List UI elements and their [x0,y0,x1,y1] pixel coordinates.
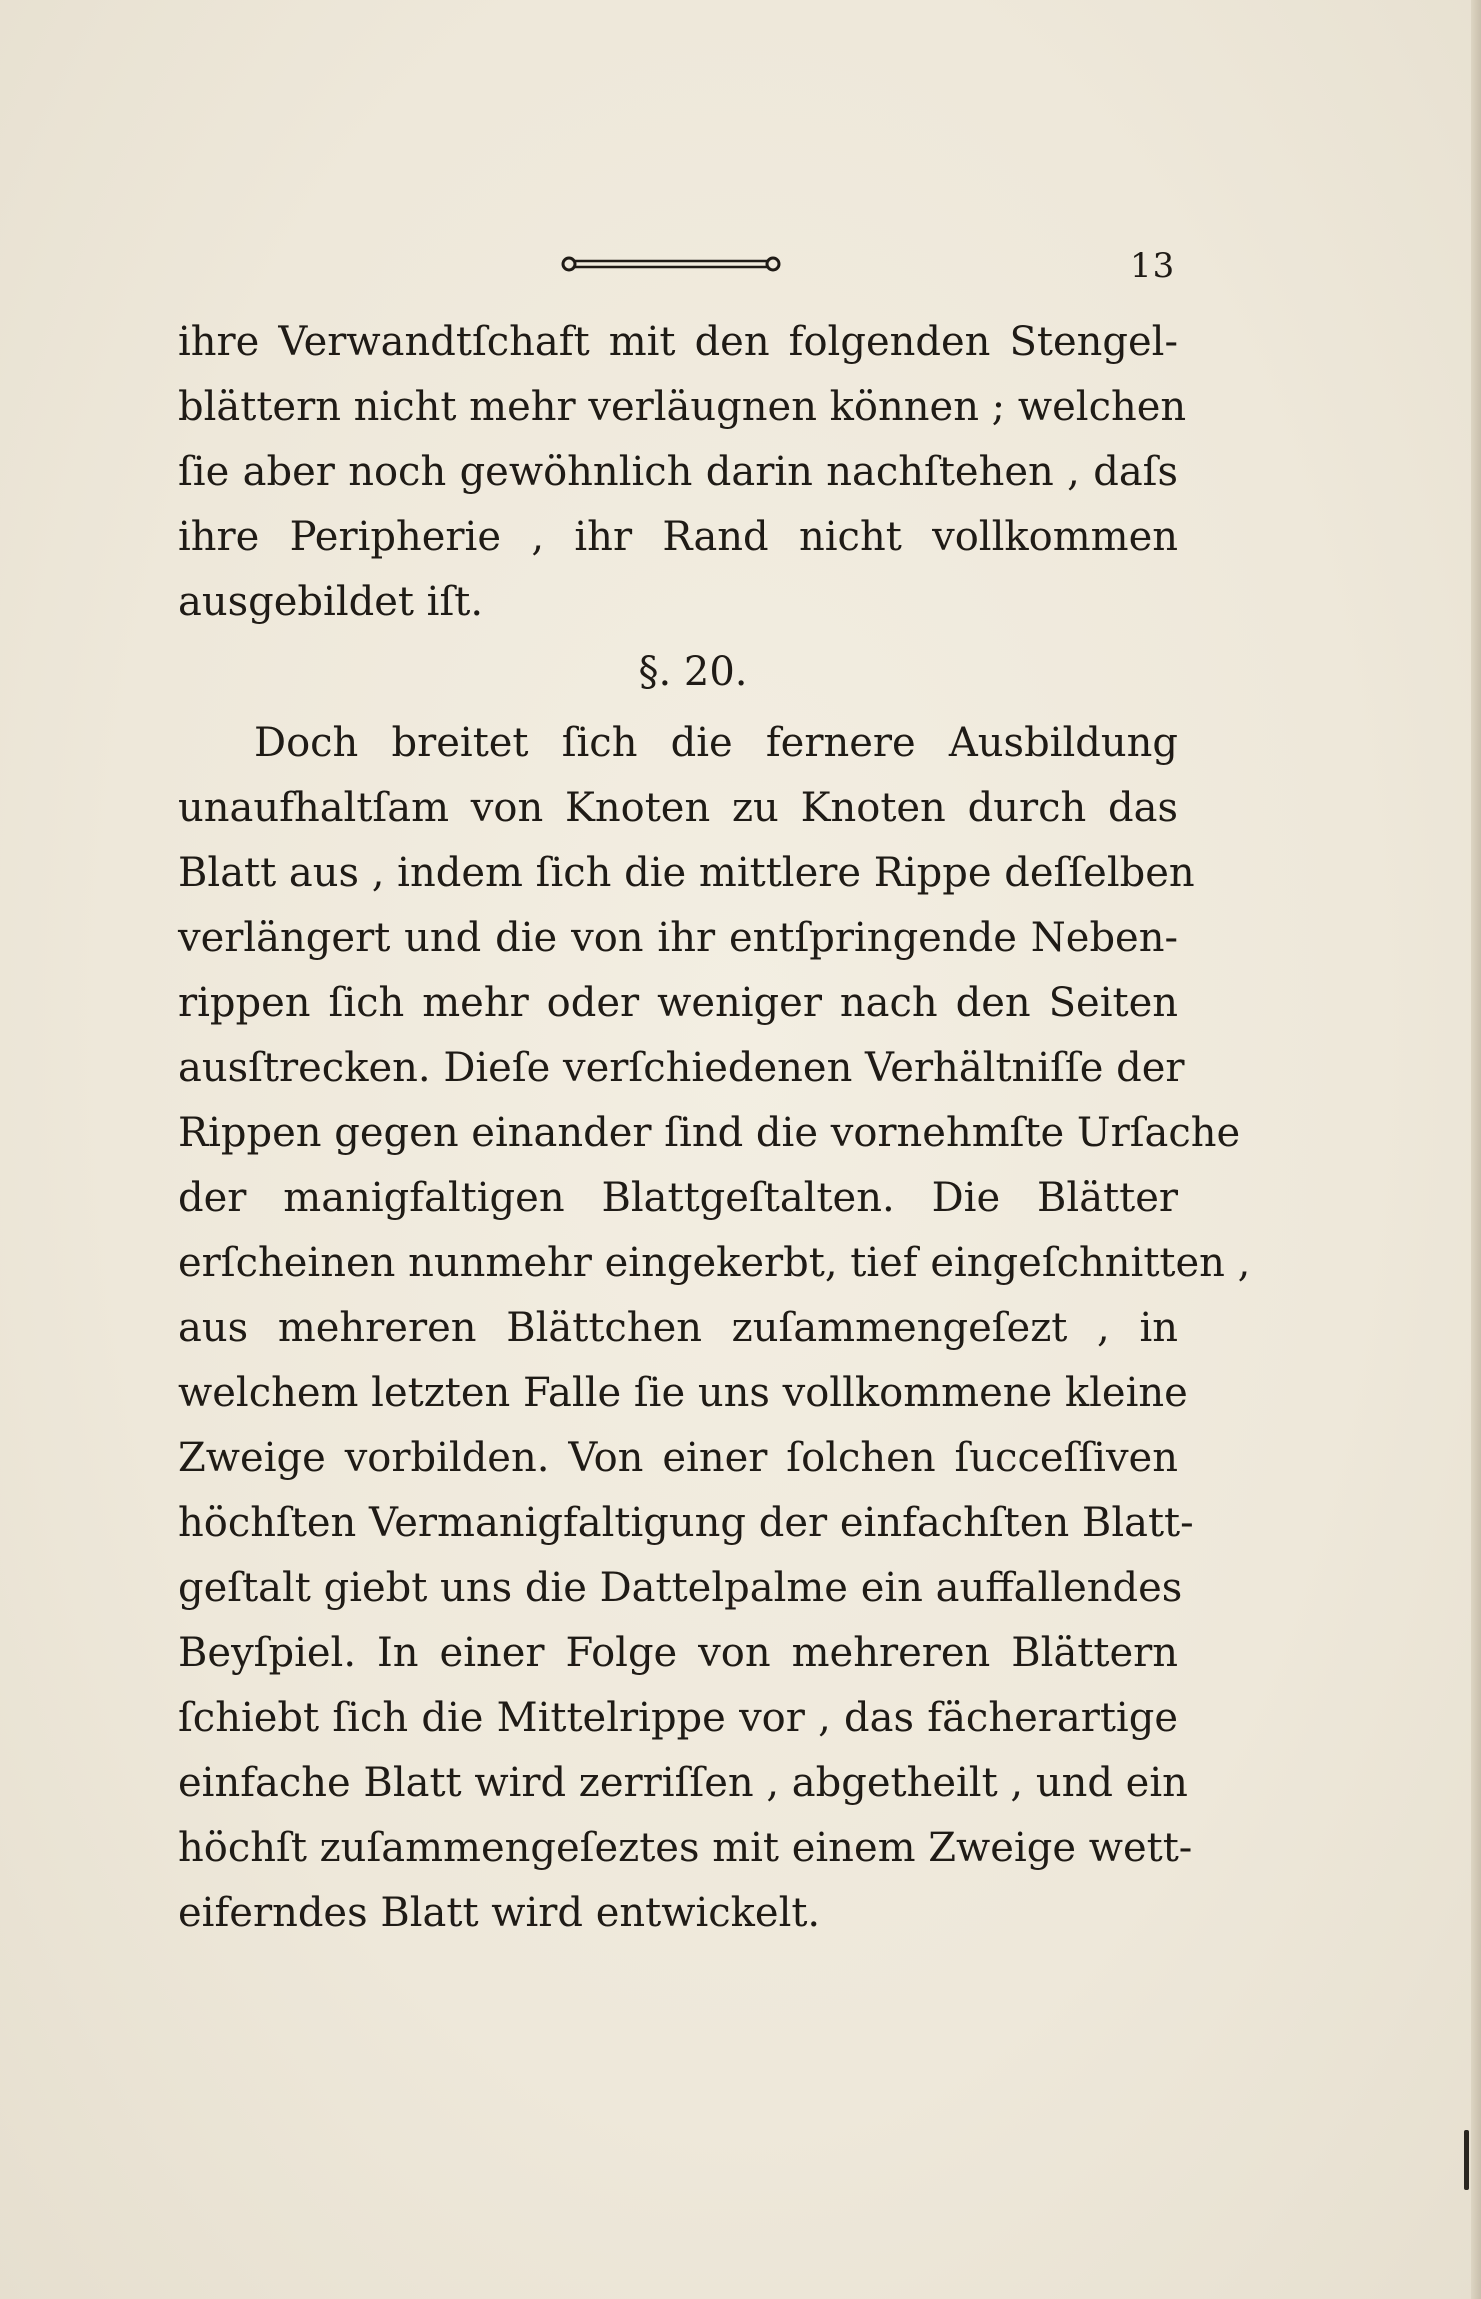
text-line: aus mehreren Blättchen zuſammengeſezt , in [178,1305,1178,1351]
edge-mark [1464,2130,1469,2190]
page-number: 13 [1130,246,1176,286]
text-line: Doch breitet ſich die fernere Ausbildung [254,720,1178,766]
text-line: einfache Blatt wird zerriſſen , abgetheilt , und ein [178,1760,1188,1806]
text-line: Zweige vorbilden. Von einer ſolchen ſucceſſiven [178,1435,1178,1481]
ornament-rule-icon [560,252,782,276]
text-line: rippen ſich mehr oder weniger nach den Seiten [178,980,1178,1026]
text-line: ihre Peripherie , ihr Rand nicht vollkommen [178,514,1178,560]
paragraph-1 [178,310,1187,635]
text-line: ſie aber noch gewöhnlich darin nachſtehen , daſs [178,449,1178,495]
text-line: der manigfaltigen Blattgeſtalten. Die Blätter [178,1175,1178,1221]
text-line: ausſtrecken. Dieſe verſchiedenen Verhältniſſe der [178,1045,1185,1091]
body-text [178,310,1251,1946]
text-line: ihre Verwandtſchaft mit den folgenden Stengel- [178,319,1178,365]
text-line: Rippen gegen einander ſind die vornehmſte Urſache [178,1110,1241,1156]
text-line: Beyſpiel. In einer Folge von mehreren Blättern [178,1630,1178,1676]
text-line: ſchiebt ſich die Mittelrippe vor , das fächerartige [178,1695,1178,1741]
text-line: eiferndes Blatt wird entwickelt. [178,1890,821,1936]
page-edge [1471,0,1481,2299]
text-line: ausgebildet iſt. [178,579,484,625]
text-line: höchſt zuſammengeſeztes mit einem Zweige wett- [178,1825,1193,1871]
text-line: blättern nicht mehr verläugnen können ; welchen [178,384,1187,430]
page-header [0,246,1481,290]
text-line: verlängert und die von ihr entſpringende Neben- [178,915,1178,961]
text-line: erſcheinen nunmehr eingekerbt, tief eingeſchnitten , [178,1240,1251,1286]
text-line: welchem letzten Falle ſie uns vollkommene kleine [178,1370,1188,1416]
text-line: höchſten Vermanigfaltigung der einfachſten Blatt- [178,1500,1194,1546]
text-line: geſtalt giebt uns die Dattelpalme ein auffallendes [178,1565,1183,1611]
section-heading: §. 20. [638,649,748,695]
text-line: unaufhaltſam von Knoten zu Knoten durch das [178,785,1178,831]
paragraph-2 [178,711,1251,1946]
text-line: Blatt aus , indem ſich die mittlere Rippe deſſelben [178,850,1195,896]
